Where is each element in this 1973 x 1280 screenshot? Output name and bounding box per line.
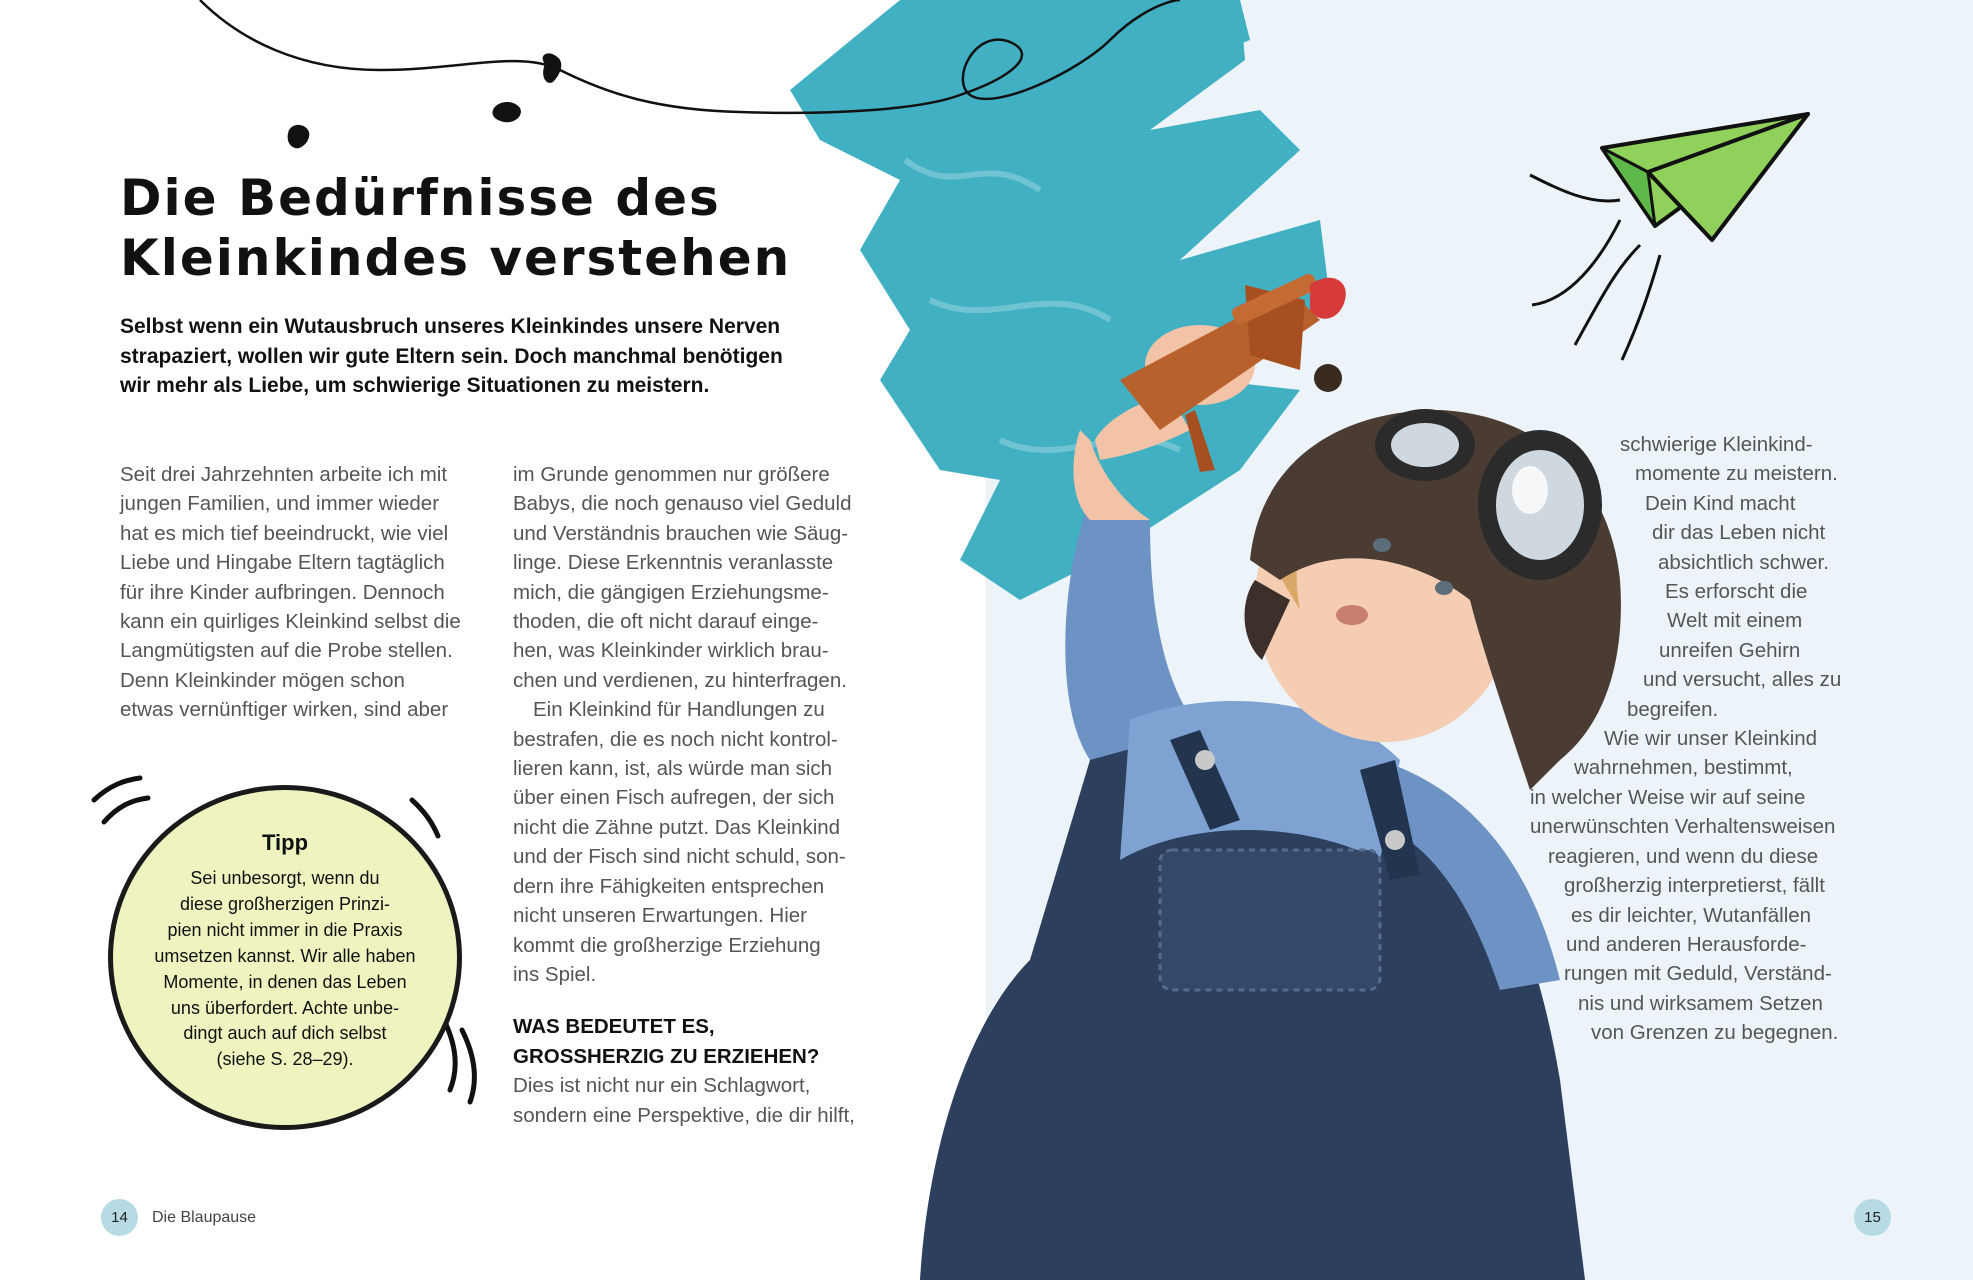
page-number-right: 15	[1854, 1199, 1891, 1236]
text-line: reagieren, und wenn du diese	[1548, 844, 1819, 868]
text-line: absichtlich schwer.	[1658, 550, 1829, 574]
text-line: Babys, die noch genauso viel Geduld	[513, 492, 852, 516]
tip-line: dingt auch auf dich selbst	[183, 1023, 387, 1044]
tip-line: pien nicht immer in die Praxis	[167, 919, 403, 940]
text-line: nicht unseren Erwartungen. Hier	[513, 904, 807, 928]
text-line: nicht die Zähne putzt. Das Kleinkind	[513, 815, 841, 839]
tip-line: (siehe S. 28–29).	[216, 1049, 354, 1070]
text-line: begreifen.	[1627, 697, 1719, 721]
section-heading: GROSSHERZIG ZU ERZIEHEN?	[513, 1044, 820, 1068]
text-line: chen und verdienen, zu hinterfragen.	[513, 668, 847, 692]
title-line: Die Bedürfnisse des	[120, 169, 721, 227]
tip-line: umsetzen kannst. Wir alle haben	[154, 945, 416, 966]
text-line: unreifen Gehirn	[1659, 638, 1801, 662]
text-line: Dein Kind macht	[1645, 491, 1796, 515]
text-line: Welt mit einem	[1667, 609, 1803, 633]
text-line: dern ihre Fähigkeiten entsprechen	[513, 874, 825, 898]
text-line: und Verständnis brauchen wie Säug-	[513, 521, 849, 545]
text-line: hen, was Kleinkinder wirklich brau-	[513, 639, 829, 663]
text-line: Ein Kleinkind für Handlungen zu	[533, 698, 825, 722]
text-line: wahrnehmen, bestimmt,	[1574, 756, 1793, 780]
text-line: bestrafen, die es noch nicht kontrol-	[513, 727, 838, 751]
title-line: Kleinkindes verstehen	[120, 229, 792, 287]
tip-line: uns überfordert. Achte unbe-	[170, 997, 400, 1018]
text-line: mich, die gängigen Erziehungsme-	[513, 580, 829, 604]
text-line: von Grenzen zu begegnen.	[1591, 1021, 1839, 1045]
text-line: etwas vernünftiger wirken, sind aber	[120, 698, 449, 722]
text-line: linge. Diese Erkenntnis veranlasste	[513, 551, 834, 575]
text-line: hat es mich tief beeindruckt, wie viel	[120, 521, 449, 545]
text-line: momente zu meistern.	[1635, 462, 1838, 486]
text-line: für ihre Kinder aufbringen. Dennoch	[120, 580, 445, 604]
text-line: ins Spiel.	[513, 962, 597, 986]
lead-line: Selbst wenn ein Wutausbruch unseres Kleinkindes unsere Nerven	[120, 315, 781, 338]
text-line: unerwünschten Verhaltensweisen	[1530, 815, 1836, 839]
text-line: im Grunde genommen nur größere	[513, 463, 830, 486]
lead-line: strapaziert, wollen wir gute Eltern sein. Doch manchmal benötigen	[120, 344, 783, 368]
text-line: sondern eine Perspektive, die dir hilft,	[513, 1103, 855, 1127]
text-line: nis und wirksamem Setzen	[1578, 991, 1823, 1015]
text-line: und anderen Herausforde-	[1566, 932, 1807, 956]
text-line: lieren kann, ist, als würde man sich	[513, 757, 833, 781]
text-line: in welcher Weise wir auf seine	[1530, 785, 1806, 809]
text-line: Wie wir unser Kleinkind	[1604, 727, 1818, 751]
tip-line: diese großherzigen Prinzi-	[179, 893, 391, 914]
section-heading: WAS BEDEUTET ES,	[513, 1015, 715, 1039]
text-line: kommt die großherzige Erziehung	[513, 933, 821, 957]
text-line: Denn Kleinkinder mögen schon	[120, 668, 405, 692]
text-line: großherzig interpretierst, fällt	[1564, 874, 1825, 898]
text-line: Dies ist nicht nur ein Schlagwort,	[513, 1074, 811, 1098]
text-line: und der Fisch sind nicht schuld, son-	[513, 845, 846, 869]
text-line: Es erforscht die	[1665, 580, 1808, 604]
tip-body	[135, 866, 435, 1073]
text-line: Liebe und Hingabe Eltern tagtäglich	[120, 551, 445, 575]
text-line: und versucht, alles zu	[1643, 668, 1842, 692]
lead-line: wir mehr als Liebe, um schwierige Situationen zu meistern.	[120, 374, 710, 397]
text-line: über einen Fisch aufregen, der sich	[513, 786, 835, 810]
tip-line: Momente, in denen das Leben	[163, 971, 407, 992]
text-line: rungen mit Geduld, Verständ-	[1564, 962, 1832, 986]
text-line: Seit drei Jahrzehnten arbeite ich mit	[120, 463, 448, 486]
text-line: es dir leichter, Wutanfällen	[1571, 903, 1812, 927]
text-line: schwierige Kleinkind-	[1620, 433, 1813, 456]
tip-line: Sei unbesorgt, wenn du	[190, 868, 380, 888]
running-title: Die Blaupause	[152, 1209, 257, 1226]
text-line: thoden, die oft nicht darauf einge-	[513, 610, 819, 634]
page-number-left: 14	[101, 1199, 138, 1236]
text-line: dir das Leben nicht	[1652, 521, 1826, 545]
tip-bubble	[108, 785, 462, 1130]
tip-title: Tipp	[261, 830, 309, 855]
text-line: jungen Familien, und immer wieder	[120, 492, 440, 516]
text-line: Langmütigsten auf die Probe stellen.	[120, 639, 453, 663]
text-line: kann ein quirliges Kleinkind selbst die	[120, 610, 461, 634]
